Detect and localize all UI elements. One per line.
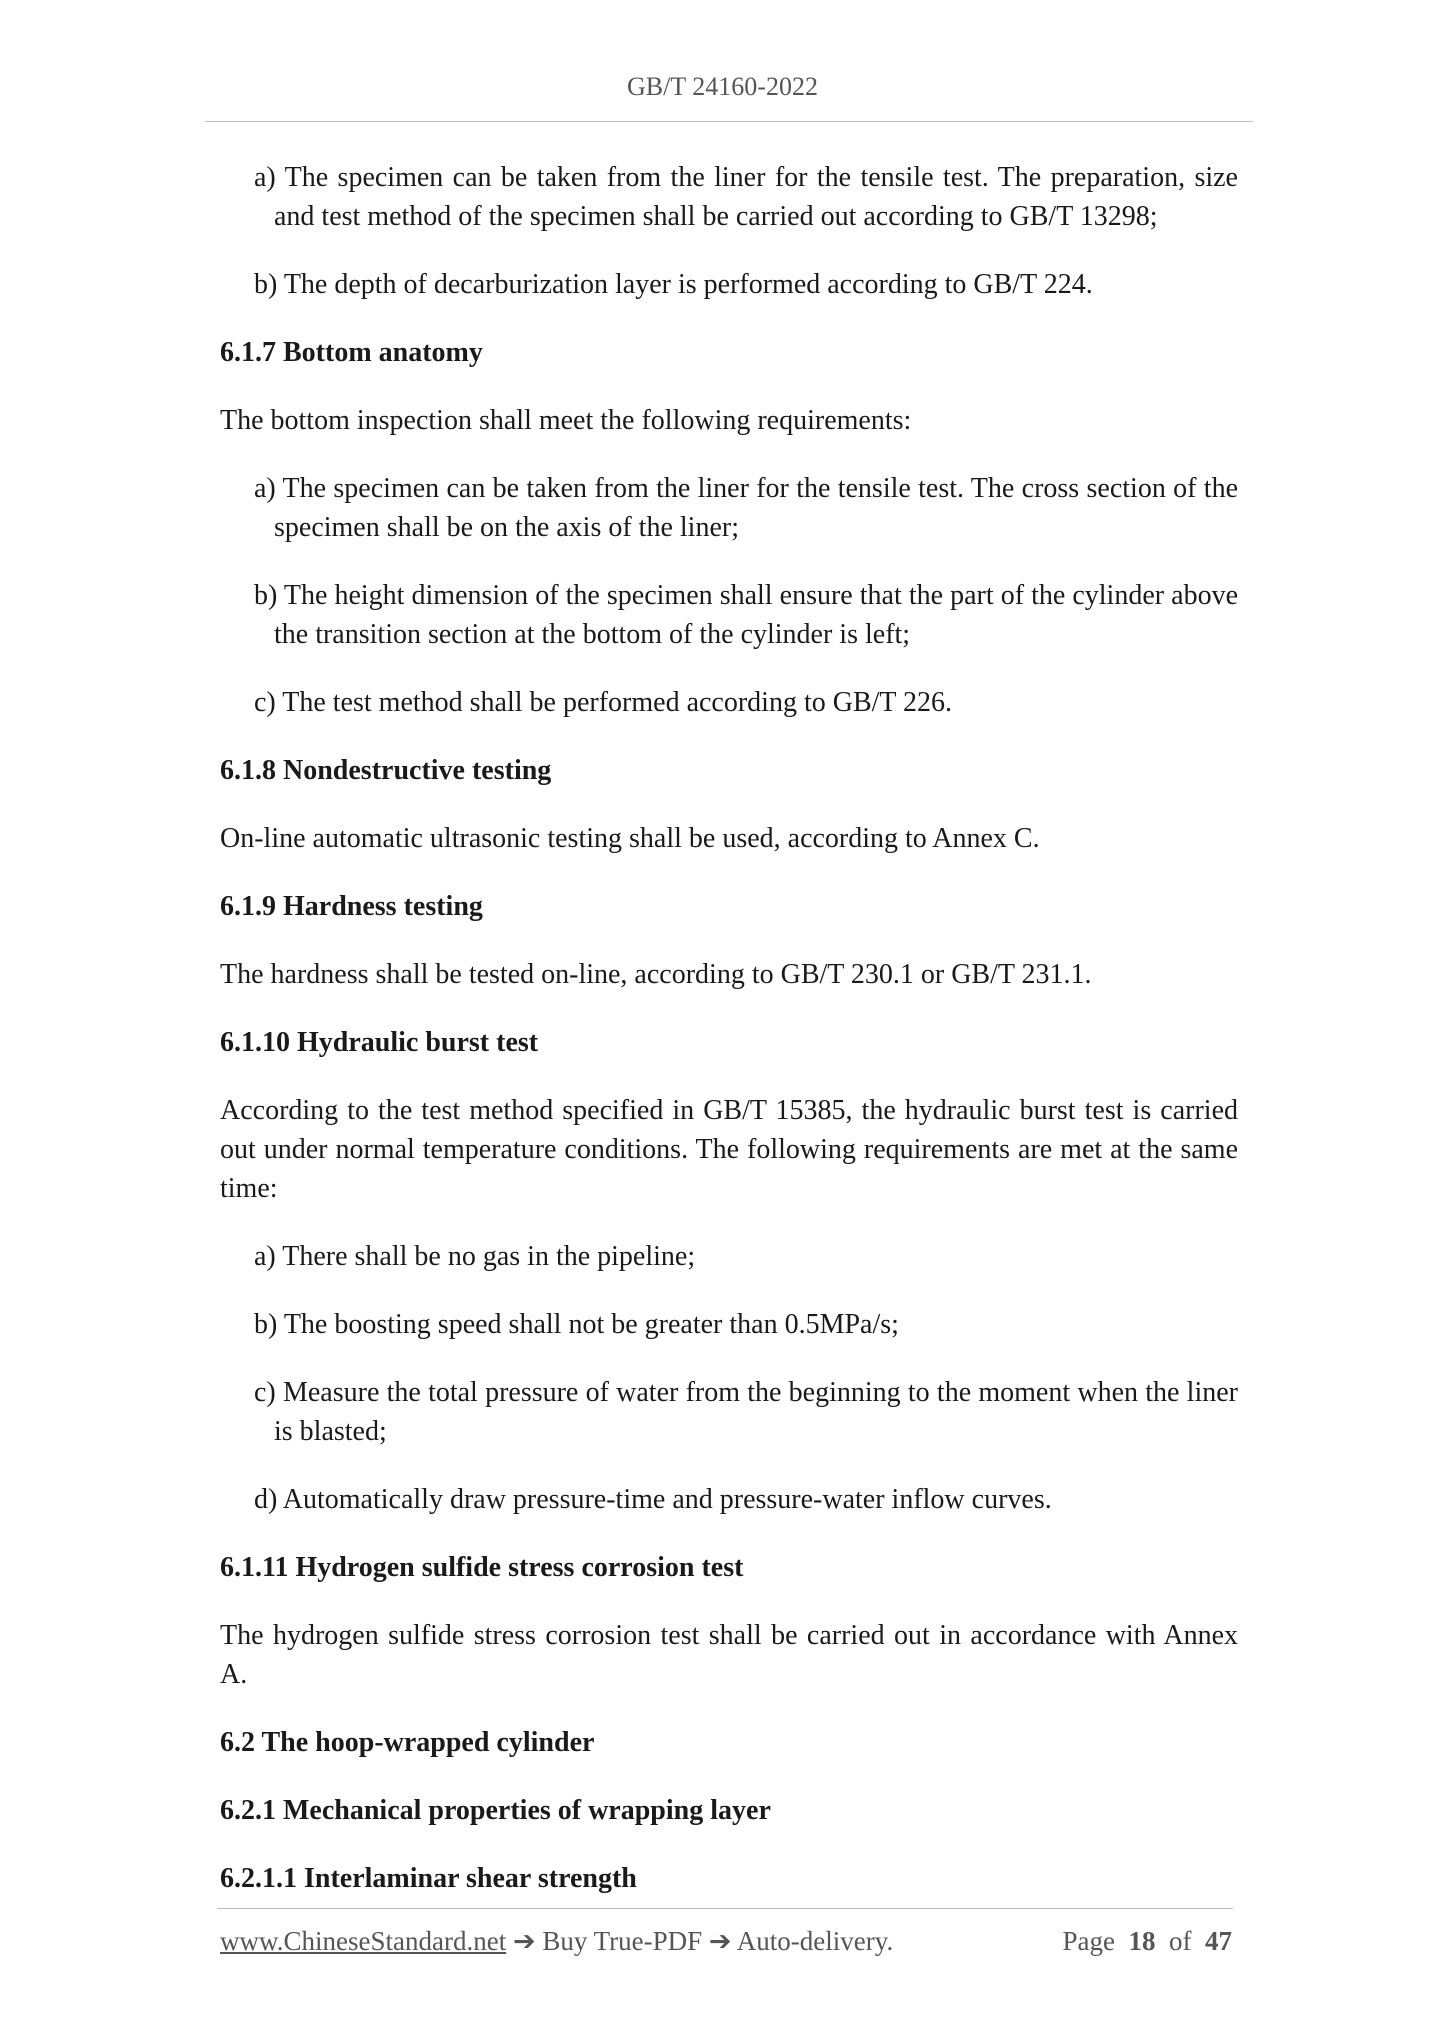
footer-delivery-text: Auto-delivery.: [736, 1926, 894, 1956]
list-item: a) There shall be no gas in the pipeline;: [254, 1241, 696, 1272]
footer-buy-text: Buy True-PDF: [542, 1926, 703, 1956]
section-heading: 6.2.1.1 Interlaminar shear strength: [220, 1863, 637, 1894]
footer-promo: [220, 1926, 893, 1957]
page-label: Page: [1062, 1926, 1115, 1956]
list-item: b) The height dimension of the specimen shall ensure that the part of the cylinder above the transition section at the bottom of the cylinder is left;: [254, 580, 1238, 650]
list-item: c) Measure the total pressure of water from the beginning to the moment when the liner is blasted;: [254, 1377, 1238, 1447]
arrow-icon: ➔: [506, 1926, 543, 1956]
section-heading: 6.1.7 Bottom anatomy: [220, 337, 483, 368]
list-item: c) The test method shall be performed according to GB/T 226.: [254, 687, 953, 718]
paragraph: The bottom inspection shall meet the following requirements:: [220, 405, 912, 436]
section-heading: 6.1.11 Hydrogen sulfide stress corrosion test: [220, 1552, 744, 1583]
paragraph: The hydrogen sulfide stress corrosion test shall be carried out in accordance with Annex A.: [220, 1620, 1238, 1690]
list-item: b) The depth of decarburization layer is performed according to GB/T 224.: [254, 269, 1093, 300]
site-link[interactable]: www.ChineseStandard.net: [220, 1926, 507, 1956]
section-heading: 6.2.1 Mechanical properties of wrapping layer: [220, 1795, 771, 1826]
paragraph: The hardness shall be tested on-line, according to GB/T 230.1 or GB/T 231.1.: [220, 959, 1092, 990]
list-item: a) The specimen can be taken from the liner for the tensile test. The preparation, size and test method of the specimen shall be carried out according to GB/T 13298;: [254, 162, 1238, 232]
page-indicator: [1063, 1926, 1232, 1957]
arrow-icon: ➔: [702, 1926, 737, 1956]
list-item: b) The boosting speed shall not be greater than 0.5MPa/s;: [254, 1309, 899, 1340]
footer-divider: [217, 1908, 1233, 1909]
page-total: 47: [1205, 1926, 1232, 1956]
section-heading: 6.1.8 Nondestructive testing: [220, 755, 552, 786]
page-number: 18: [1128, 1926, 1156, 1956]
document-header: GB/T 24160-2022: [627, 72, 818, 101]
section-heading: 6.1.10 Hydraulic burst test: [220, 1027, 539, 1058]
header-divider: [205, 121, 1253, 122]
document-body: [220, 158, 1238, 1927]
section-heading: 6.1.9 Hardness testing: [220, 891, 483, 922]
section-heading: 6.2 The hoop-wrapped cylinder: [220, 1727, 595, 1758]
list-item: d) Automatically draw pressure-time and pressure-water inflow curves.: [254, 1484, 1052, 1515]
paragraph: On-line automatic ultrasonic testing shall be used, according to Annex C.: [220, 823, 1040, 854]
list-item: a) The specimen can be taken from the liner for the tensile test. The cross section of the specimen shall be on the axis of the liner;: [254, 473, 1238, 543]
paragraph: According to the test method specified in GB/T 15385, the hydraulic burst test is carried out under normal temperature conditions. The following requirements are met at the same time:: [220, 1095, 1238, 1204]
of-label: of: [1169, 1926, 1192, 1956]
